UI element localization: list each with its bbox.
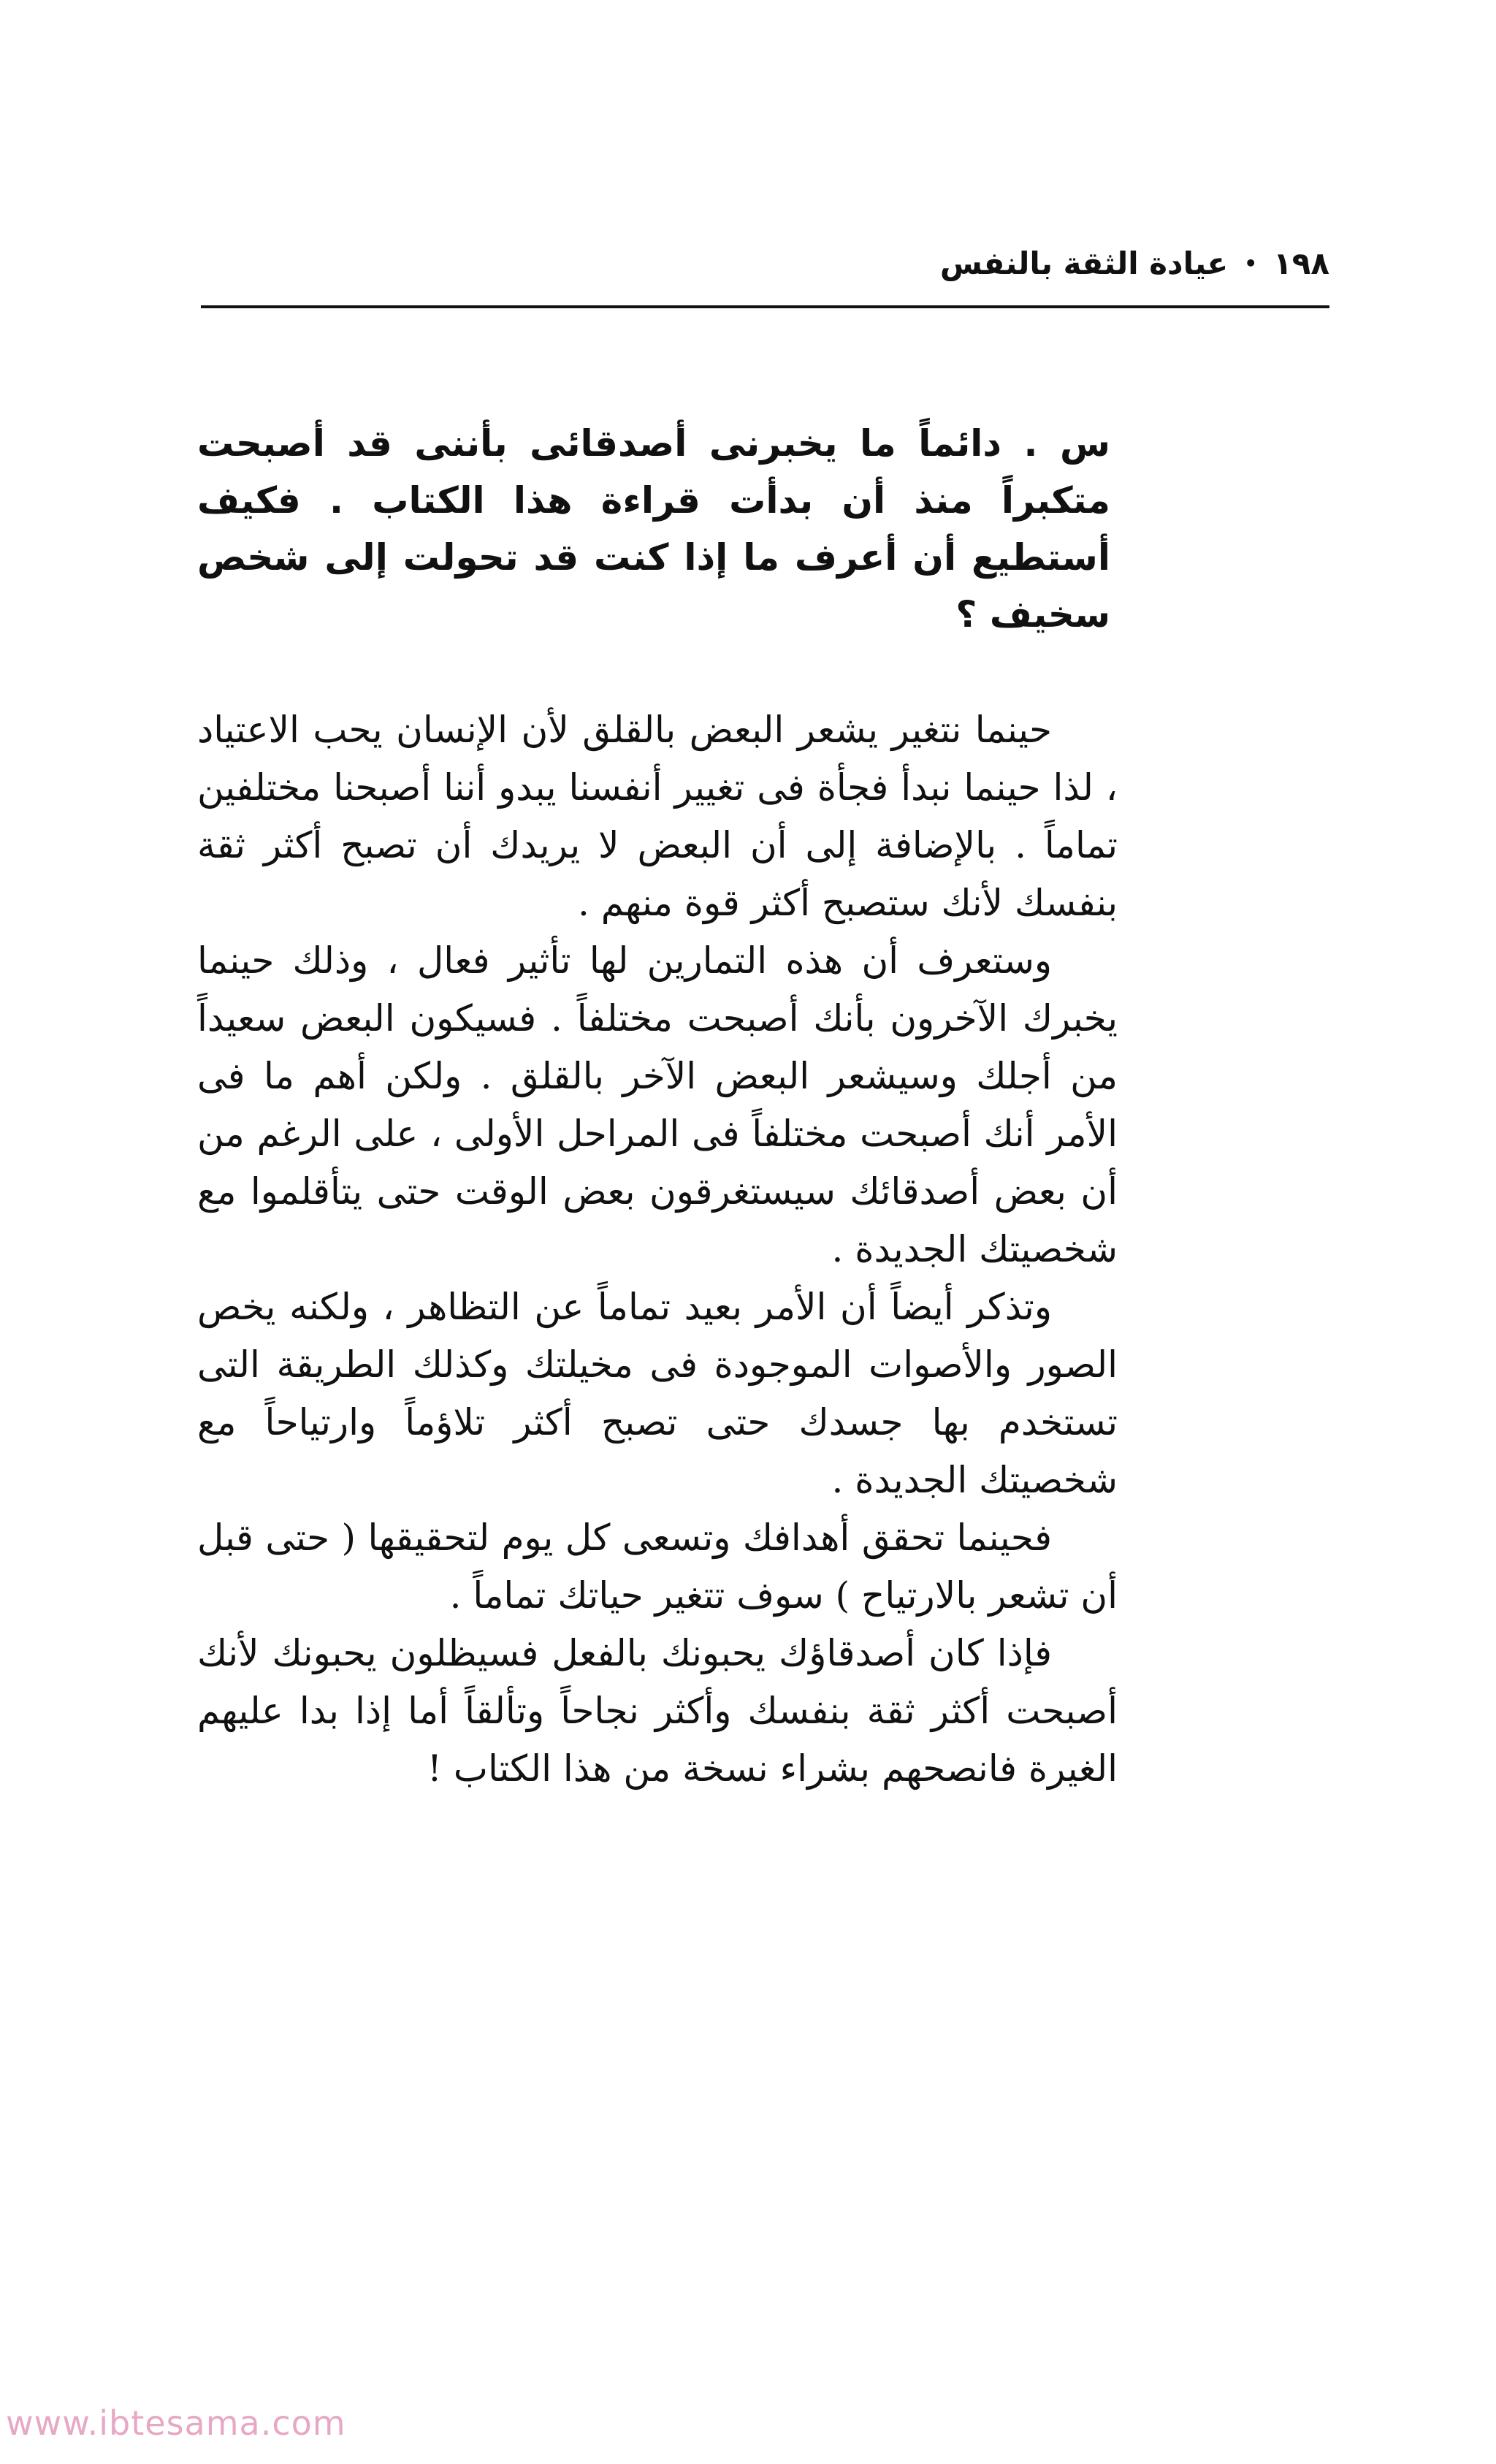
answer-paragraph: وتذكر أيضاً أن الأمر بعيد تماماً عن التظاهر ، ولكنه يخص الصور والأصوات الموجودة فى مخيلتك وكذلك الطريقة التى تستخدم بها جسدك حتى تصبح أكثر تلاؤماً وارتياحاً مع شخصيتك الجديدة . bbox=[197, 1286, 1118, 1501]
answer-paragraph: وستعرف أن هذه التمارين لها تأثير فعال ، وذلك حينما يخبرك الآخرون بأنك أصبحت مختلفاً . فسيكون البعض سعيداً من أجلك وسيشعر البعض الآخر بالقلق . ولكن أهم ما فى الأمر أنك أصبحت مختلفاً فى المراحل الأولى ، على الرغم من أن بعض أصدقائك سيستغرقون بعض الوقت حتى يتأقلموا مع شخصيتك الجديدة . bbox=[197, 939, 1118, 1270]
answer-paragraph: فحينما تحقق أهدافك وتسعى كل يوم لتحقيقها ( حتى قبل أن تشعر بالارتياح ) سوف تتغير حياتك تماماً . bbox=[197, 1517, 1118, 1617]
answer-paragraph: حينما نتغير يشعر البعض بالقلق لأن الإنسان يحب الاعتياد ، لذا حينما نبدأ فجأة فى تغيير أنفسنا يبدو أننا أصبحنا مختلفين تماماً . بالإضافة إلى أن البعض لا يريدك أن تصبح أكثر ثقة بنفسك لأنك ستصبح أكثر قوة منهم . bbox=[197, 709, 1118, 924]
running-header bbox=[201, 237, 1329, 289]
header-bullet-icon: • bbox=[1244, 251, 1258, 275]
answer-paragraph: فإذا كان أصدقاؤك يحبونك بالفعل فسيظلون يحبونك لأنك أصبحت أكثر ثقة بنفسك وأكثر نجاحاً وتألقاً أما إذا بدا عليهم الغيرة فانصحهم بشراء نسخة من هذا الكتاب ! bbox=[197, 1632, 1118, 1790]
page-number: ١٩٨ bbox=[1273, 245, 1329, 281]
answer-body bbox=[197, 701, 1118, 1798]
book-title: عيادة الثقة بالنفس bbox=[939, 245, 1229, 281]
question-text: س . دائماً ما يخبرنى أصدقائى بأننى قد أصبحت متكبراً منذ أن بدأت قراءة هذا الكتاب . فكيف أستطيع أن أعرف ما إذا كنت قد تحولت إلى شخص سخيف ؟ bbox=[197, 422, 1110, 636]
header-divider bbox=[201, 305, 1329, 308]
site-watermark: www.ibtesama.com bbox=[6, 2403, 346, 2443]
